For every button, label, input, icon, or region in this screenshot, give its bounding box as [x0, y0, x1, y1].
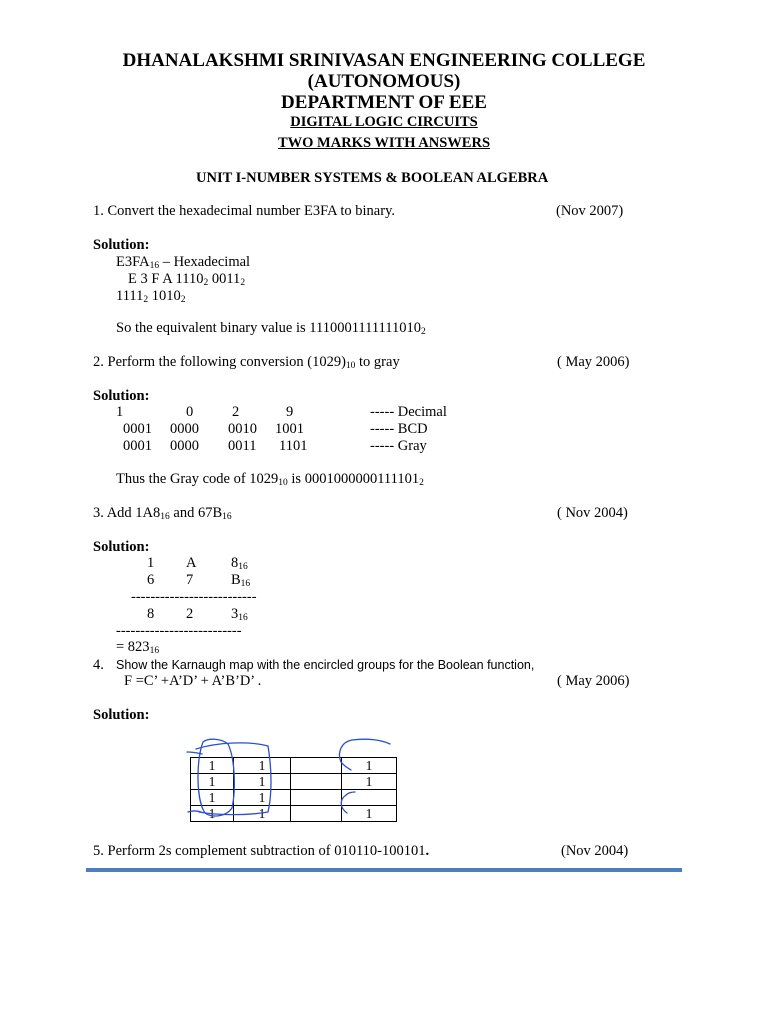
- kmap-cell: [342, 790, 397, 806]
- unit-heading: UNIT I-NUMBER SYSTEMS & BOOLEAN ALGEBRA: [196, 170, 549, 186]
- subject-title: DIGITAL LOGIC CIRCUITS: [290, 114, 478, 130]
- kmap-cell: 1: [191, 806, 234, 822]
- q2-gray-group: 0001: [123, 438, 152, 454]
- kmap-cell: [291, 790, 342, 806]
- q3-addend1-digit: 816: [231, 555, 248, 572]
- q2-decimal-digit: 9: [286, 404, 294, 420]
- kmap-cell: [291, 774, 342, 790]
- q2-bcd-group: 0000: [170, 421, 199, 437]
- document-type: TWO MARKS WITH ANSWERS: [277, 135, 491, 151]
- q3-addend2-digit: 7: [186, 572, 194, 588]
- department-label: DEPARTMENT OF EEE: [281, 92, 487, 113]
- q3-separator: --------------------------: [116, 623, 242, 639]
- kmap-cell: [291, 806, 342, 822]
- q3-date: ( Nov 2004): [557, 505, 628, 521]
- q3-addend1-digit: A: [186, 555, 197, 571]
- q4-number: 4.: [93, 657, 104, 673]
- q5-question: 5. Perform 2s complement subtraction of 010110-100101.: [93, 843, 430, 859]
- q3-addend2-digit: B16: [231, 572, 251, 589]
- q2-bcd-label: ----- BCD: [370, 421, 428, 437]
- q2-gray-group: 0000: [170, 438, 199, 454]
- q1-answer: So the equivalent binary value is 11100011111110102: [116, 320, 426, 337]
- q3-sum-digit: 8: [147, 606, 155, 622]
- kmap-cell: 1: [234, 790, 291, 806]
- q4-function: F =C’ +A’D’ + A’B’D’ .: [124, 673, 262, 689]
- q2-answer: Thus the Gray code of 102910 is 00010000001111012: [116, 471, 424, 488]
- kmap-row: [191, 758, 397, 774]
- karnaugh-map: [190, 757, 397, 822]
- kmap-cell: 1: [342, 774, 397, 790]
- kmap-row: [191, 774, 397, 790]
- q3-addend2-digit: 6: [147, 572, 155, 588]
- q4-date: ( May 2006): [557, 673, 630, 689]
- kmap-cell: [291, 758, 342, 774]
- q4-question: Show the Karnaugh map with the encircled groups for the Boolean function,: [116, 658, 535, 672]
- q3-solution-label: Solution:: [93, 539, 150, 555]
- kmap-cell: 1: [234, 806, 291, 822]
- kmap-cell: 1: [234, 774, 291, 790]
- college-name: DHANALAKSHMI SRINIVASAN ENGINEERING COLLEGE: [122, 50, 646, 71]
- q3-sum-digit: 316: [231, 606, 248, 623]
- q2-bcd-group: 1001: [275, 421, 304, 437]
- q2-decimal-label: ----- Decimal: [370, 404, 447, 420]
- kmap-cell: 1: [342, 758, 397, 774]
- q2-question: 2. Perform the following conversion (1029)10 to gray: [93, 354, 400, 371]
- q3-separator: --------------------------: [131, 589, 257, 605]
- kmap-cell: 1: [191, 790, 234, 806]
- q1-line-1: E3FA16 – Hexadecimal: [116, 254, 251, 271]
- q2-decimal-digit: 0: [186, 404, 194, 420]
- q2-bcd-group: 0010: [228, 421, 257, 437]
- q1-line-3: 11112 10102: [116, 288, 186, 305]
- kmap-row: [191, 806, 397, 822]
- kmap-row: [191, 790, 397, 806]
- q4-solution-label: Solution:: [93, 707, 150, 723]
- kmap-cell: 1: [342, 806, 397, 822]
- q2-gray-label: ----- Gray: [370, 438, 427, 454]
- group-loop-left-top: [187, 752, 202, 754]
- page-divider: [86, 868, 682, 872]
- q1-solution-label: Solution:: [93, 237, 150, 253]
- q2-date: ( May 2006): [557, 354, 630, 370]
- q3-addend1-digit: 1: [147, 555, 155, 571]
- kmap-cell: 1: [191, 758, 234, 774]
- q2-gray-group: 0011: [228, 438, 257, 454]
- autonomous-label: (AUTONOMOUS): [307, 71, 461, 92]
- q5-date: (Nov 2004): [561, 843, 629, 859]
- q2-decimal-digit: 1: [116, 404, 124, 420]
- q3-sum-digit: 2: [186, 606, 194, 622]
- q2-bcd-group: 0001: [123, 421, 152, 437]
- kmap-cell: 1: [234, 758, 291, 774]
- q3-result: = 82316: [116, 639, 160, 656]
- q2-decimal-digit: 2: [232, 404, 240, 420]
- q1-date: (Nov 2007): [556, 203, 624, 219]
- q1-line-2: E 3 F A 11102 00112: [128, 271, 246, 288]
- kmap-cell: 1: [191, 774, 234, 790]
- q3-question: 3. Add 1A816 and 67B16: [93, 505, 232, 522]
- q2-gray-group: 1101: [279, 438, 308, 454]
- q2-solution-label: Solution:: [93, 388, 150, 404]
- q1-question: 1. Convert the hexadecimal number E3FA to binary.: [93, 203, 396, 219]
